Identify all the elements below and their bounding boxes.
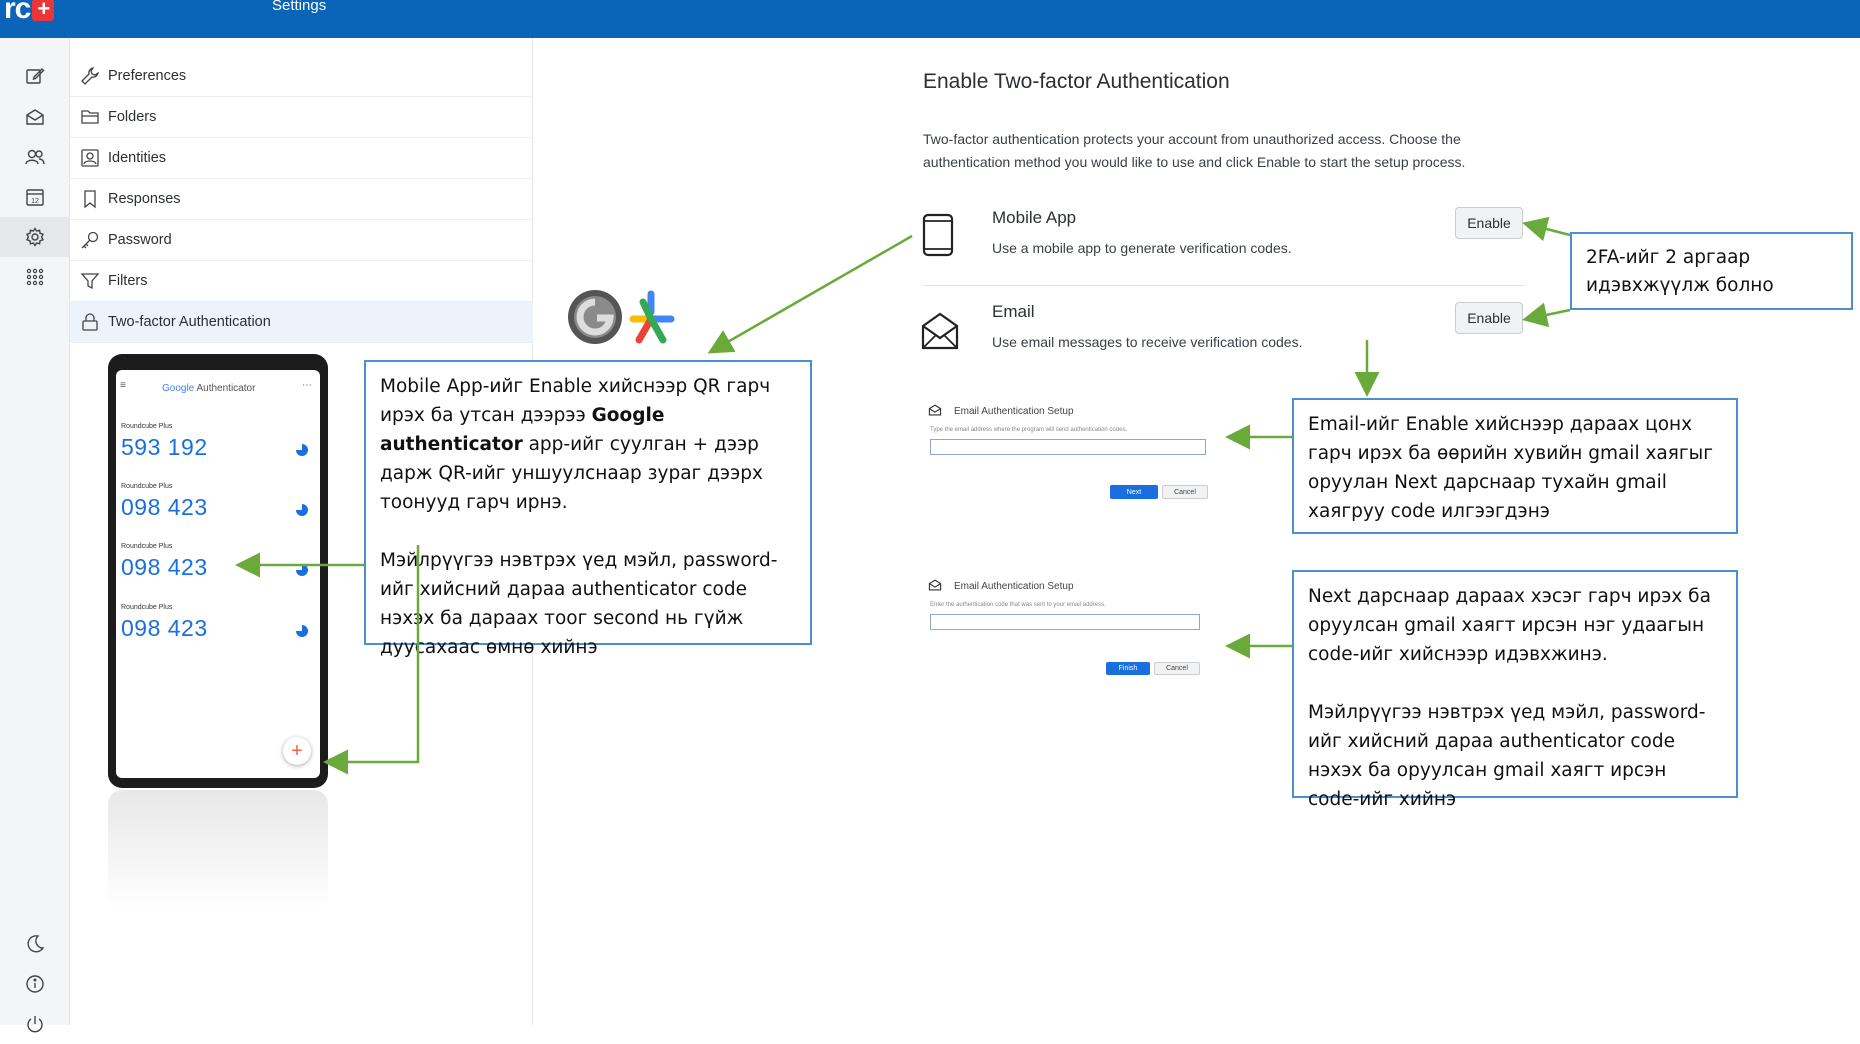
apps-icon: [25, 267, 45, 287]
contacts-button[interactable]: [0, 137, 70, 177]
dark-mode-button[interactable]: [0, 924, 70, 964]
settings-item-label: Preferences: [108, 68, 187, 84]
settings-item-identities[interactable]: [70, 138, 533, 179]
settings-item-label: Responses: [108, 191, 181, 207]
email-address-input[interactable]: [930, 439, 1206, 455]
phone-screen: [116, 370, 320, 778]
callout-mobile-app: Mobile App-ийг Enable хийснээр QR гарч ирэх ба утсан дээрээ Google authenticator app-ийг суулган + дээр дарж QR-ийг уншуулснаар зураг дээрх тоонууд гарч ирнэ. Мэйлрүүгээ нэвтрэх үед мэйл, password-ийг хийсний дараа authenticator code нэхэх ба дараах тоог second нь гүйж дуусахаас өмнө хийнэ: [364, 360, 812, 645]
account-code[interactable]: 098 423: [121, 554, 208, 580]
dialog-hint: Type the email address where the program will send authentication codes.: [930, 427, 1128, 433]
account-code[interactable]: 593 192: [121, 434, 208, 460]
settings-item-label: Filters: [108, 273, 148, 289]
id-card-icon: [80, 148, 100, 168]
account-name: Roundcube Plus: [121, 423, 173, 430]
menu-icon[interactable]: ≡: [120, 380, 126, 391]
logout-button[interactable]: [0, 1004, 70, 1044]
envelope-icon: [928, 403, 942, 417]
mail-button[interactable]: [0, 97, 70, 137]
timer-icon: [296, 444, 308, 456]
envelope-icon: [928, 578, 942, 592]
code-setup-dialog: [928, 578, 1213, 678]
calendar-day: 12: [31, 198, 39, 205]
compose-button[interactable]: [0, 56, 70, 96]
auth-code-input[interactable]: [930, 614, 1200, 630]
method-name-email: Email: [992, 302, 1035, 321]
header-title: Settings: [272, 0, 327, 14]
contacts-icon: [25, 147, 45, 167]
google-authenticator-logo-icon: [567, 288, 681, 346]
settings-item-label: Password: [108, 232, 172, 248]
settings-button[interactable]: [0, 217, 70, 257]
wrench-icon: [80, 66, 100, 86]
filter-icon: [80, 271, 100, 291]
email-setup-dialog: [928, 403, 1213, 503]
logout-icon: [25, 1014, 45, 1034]
cancel-button[interactable]: Cancel: [1162, 485, 1208, 499]
settings-item-folders[interactable]: [70, 97, 533, 138]
callout-next: Next дарснаар дараах хэсэг гарч ирэх ба оруулсан gmail хаягт ирсэн нэг удаагын code-ийг хийснээр идэвхжинэ. Мэйлрүүгээ нэвтрэх үед мэйл, password-ийг хийсний дараа authenticator code нэхэх ба оруулсан gmail хаягт ирсэн code-ийг хийнэ: [1292, 570, 1738, 798]
calendar-icon: [25, 187, 45, 207]
dark-mode-icon: [25, 934, 45, 954]
key-icon: [80, 230, 100, 250]
settings-item-label: Two-factor Authentication: [108, 314, 271, 330]
page-description: Two-factor authentication protects your account from unauthorized access. Choose the authentication method you would like to use and click Enable to start the setup process.: [923, 131, 1466, 170]
more-options-icon[interactable]: ⋯: [302, 380, 312, 391]
page-title: Enable Two-factor Authentication: [923, 70, 1230, 93]
account-name: Roundcube Plus: [121, 604, 173, 611]
calendar-button[interactable]: [0, 177, 70, 217]
account-code[interactable]: 098 423: [121, 615, 208, 641]
method-desc-email: Use email messages to receive verification codes.: [992, 334, 1303, 350]
enable-email-button[interactable]: Enable: [1455, 302, 1523, 334]
settings-item-label: Identities: [108, 150, 167, 166]
dialog-title: Email Authentication Setup: [954, 581, 1074, 592]
settings-item-two-factor[interactable]: [70, 302, 533, 343]
account-code[interactable]: 098 423: [121, 494, 208, 520]
account-name: Roundcube Plus: [121, 483, 173, 490]
method-desc-mobile: Use a mobile app to generate verification codes.: [992, 240, 1292, 256]
about-icon: [25, 974, 45, 994]
lock-icon: [80, 312, 100, 332]
settings-item-preferences[interactable]: [70, 56, 533, 97]
taskbar: [0, 38, 70, 1025]
apps-button[interactable]: [0, 257, 70, 297]
settings-icon: [25, 227, 45, 247]
callout-email: Email-ийг Enable хийснээр дараах цонх гарч ирэх ба өөрийн хувийн gmail хаягыг оруулан Next дарснаар тухайн gmail хаягруу code илгээгдэнэ: [1292, 398, 1738, 534]
method-divider: [923, 285, 1525, 286]
folder-icon: [80, 107, 100, 127]
settings-item-responses[interactable]: [70, 179, 533, 220]
phone-reflection: [108, 790, 328, 910]
mail-icon: [25, 107, 45, 127]
callout-two-methods: 2FA-ийг 2 аргаар идэвхжүүлж болно: [1570, 232, 1853, 310]
timer-icon: [296, 625, 308, 637]
timer-icon: [296, 564, 308, 576]
bookmark-icon: [80, 189, 100, 209]
timer-icon: [296, 504, 308, 516]
add-account-button[interactable]: +: [283, 737, 311, 765]
account-name: Roundcube Plus: [121, 543, 173, 550]
email-icon: [920, 311, 960, 351]
mobile-phone-icon: [922, 213, 954, 257]
next-button[interactable]: Next: [1110, 485, 1158, 499]
app-logo[interactable]: rc +: [4, 0, 54, 26]
compose-icon: [25, 66, 45, 86]
dialog-hint: Enter the authentication code that was sent to your email address.: [930, 602, 1106, 608]
method-name-mobile: Mobile App: [992, 208, 1077, 227]
settings-item-password[interactable]: [70, 220, 533, 261]
finish-button[interactable]: Finish: [1106, 662, 1150, 675]
cancel-button[interactable]: Cancel: [1154, 662, 1200, 675]
authenticator-app-title: Google Authenticator: [162, 383, 256, 394]
enable-mobile-app-button[interactable]: Enable: [1455, 207, 1523, 239]
settings-item-label: Folders: [108, 109, 157, 125]
settings-item-filters[interactable]: [70, 261, 533, 302]
about-button[interactable]: [0, 964, 70, 1004]
dialog-title: Email Authentication Setup: [954, 406, 1074, 417]
